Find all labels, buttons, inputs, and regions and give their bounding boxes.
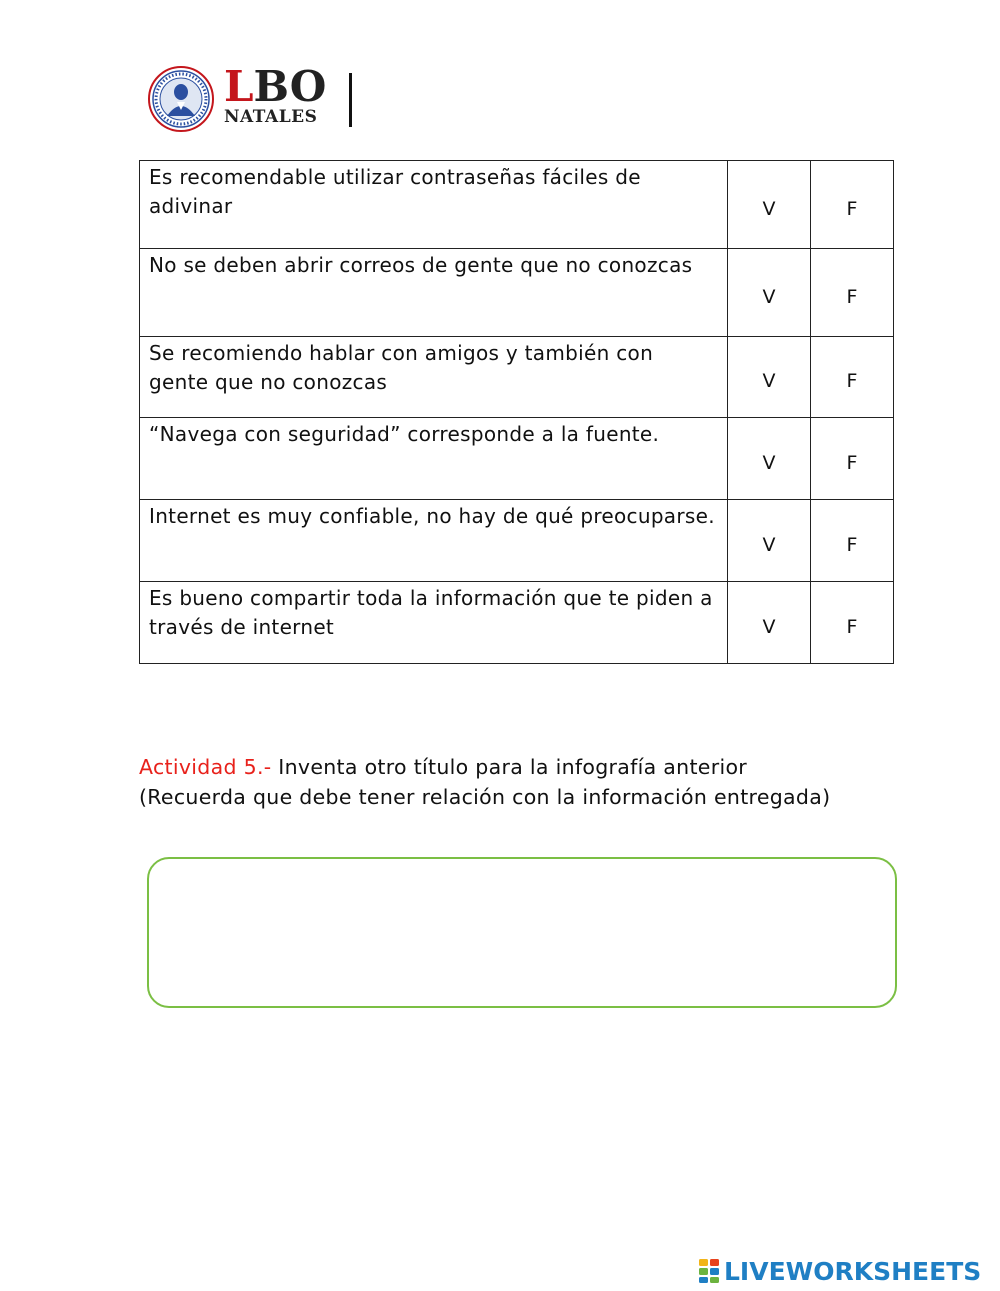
option-false[interactable]: F (811, 500, 894, 582)
option-true[interactable]: V (728, 337, 811, 418)
statement-cell: Es bueno compartir toda la información que te piden a través de internet (140, 582, 728, 664)
table-row (140, 337, 894, 418)
answer-input-box[interactable] (147, 857, 897, 1008)
statement-cell: Se recomiendo hablar con amigos y también con gente que no conozcas (140, 337, 728, 418)
activity-instruction: Inventa otro título para la infografía anterior (271, 755, 748, 779)
option-true[interactable]: V (728, 161, 811, 249)
true-false-table (139, 160, 894, 664)
liveworksheets-logo-icon (698, 1258, 720, 1284)
option-false[interactable]: F (811, 249, 894, 337)
activity-5 (139, 752, 830, 812)
option-false[interactable]: F (811, 582, 894, 664)
activity-label: Actividad 5.- (139, 755, 272, 779)
activity-note: (Recuerda que debe tener relación con la información entregada) (139, 785, 831, 809)
option-true[interactable]: V (728, 582, 811, 664)
option-true[interactable]: V (728, 500, 811, 582)
option-true[interactable]: V (728, 249, 811, 337)
statement-cell: Es recomendable utilizar contraseñas fáciles de adivinar (140, 161, 728, 249)
school-seal-icon (148, 66, 214, 132)
table-row (140, 161, 894, 249)
logo-letter-l: L (224, 62, 254, 111)
table-row (140, 500, 894, 582)
option-false[interactable]: F (811, 337, 894, 418)
statement-cell: Internet es muy confiable, no hay de qué preocuparse. (140, 500, 728, 582)
table-row (140, 418, 894, 500)
logo-wordmark (224, 62, 327, 127)
option-false[interactable]: F (811, 161, 894, 249)
table-row (140, 249, 894, 337)
activity-heading (139, 752, 830, 782)
table-row (140, 582, 894, 664)
option-false[interactable]: F (811, 418, 894, 500)
school-logo (148, 64, 368, 134)
logo-letters-bo: BO (253, 62, 327, 111)
logo-subtitle: NATALES (224, 107, 318, 127)
brand-name: LIVEWORKSHEETS (724, 1256, 982, 1286)
statement-cell: “Navega con seguridad” corresponde a la fuente. (140, 418, 728, 500)
liveworksheets-brand (698, 1256, 981, 1286)
statement-cell: No se deben abrir correos de gente que no conozcas (140, 249, 728, 337)
option-true[interactable]: V (728, 418, 811, 500)
logo-divider (349, 73, 352, 127)
